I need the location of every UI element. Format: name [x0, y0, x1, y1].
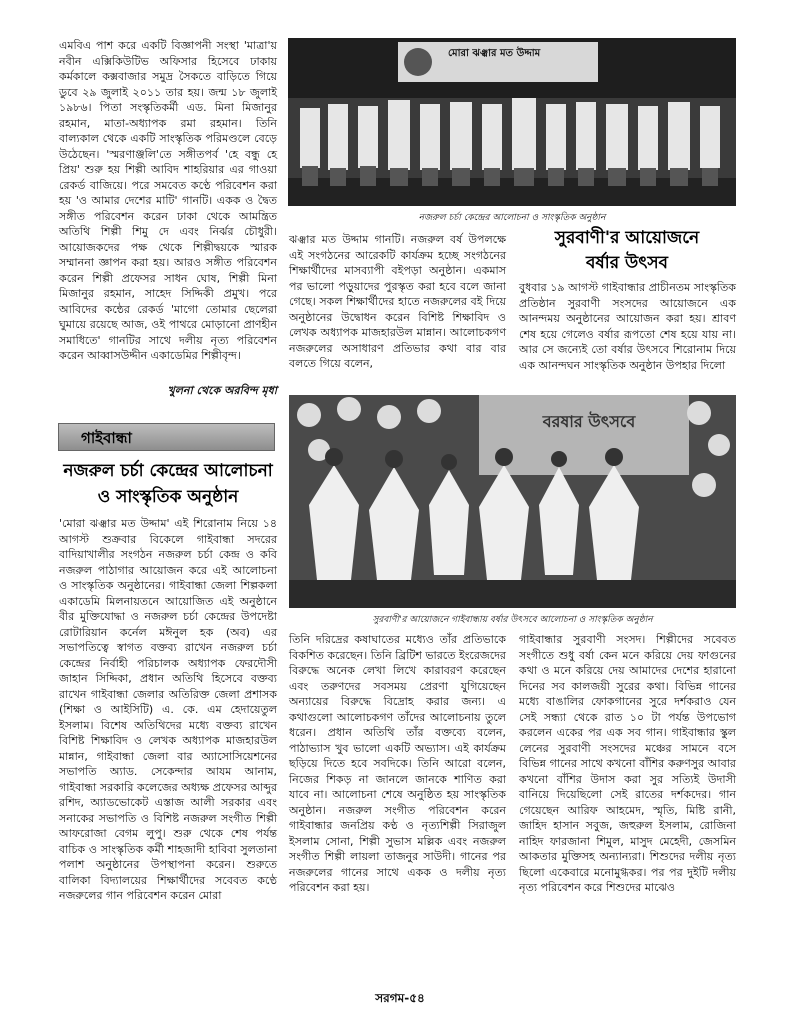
page-folio: সরগম-৫৪	[375, 991, 425, 1005]
nazrul-headline	[58, 458, 278, 510]
nazrul-event-photo-image	[288, 38, 736, 206]
nazrul-photo-banner: মোরা ঝঞ্ঝার মত উদ্দাম	[448, 48, 541, 59]
surbani-photo-banner: বরষার উৎসবে	[542, 412, 636, 431]
section-label-bar	[58, 423, 275, 451]
nazrul-headline-line1: নজরুল চর্চা কেন্দ্রের আলোচনা	[63, 461, 273, 481]
nazrul-body-col3: তিনি দরিদ্রের কষাঘাতের মধ্যেও তাঁর প্রতিভাকে বিকশিত করেছেন। তিনি ব্রিটিশ ভারতে ইংরেজদের বিরুদ্ধে অনেক লেখা লিখে কারাবরণ করেছেন এবং তরুণদের সবসময় প্রেরণা যুগিয়েছেন অন্যায়ের বিরুদ্ধে বিদ্রোহ করার জন্য। এ কথাগুলো আলোচকগণ তাঁদের আলোচনায় তুলে ধরেন। প্রধান অতিথি তাঁর বক্তব্যে বলেন, পাঠাভ্যাস খুব ভালো একটি অভ্যাস। এই কার্যক্রম ছড়িয়ে দিতে হবে সবদিকে। তিনি আরো বলেন, নিজের শিকড় না জানলে জানকে শাণিত করা যাবে না। আলোচনা শেষে অনুষ্ঠিত হয় সাংস্কৃতিক অনুষ্ঠান। নজরুল সংগীত পরিবেশন করেন গাইবান্ধার জনপ্রিয় কণ্ঠ ও নৃত্যশিল্পী সিরাজুল ইসলাম সোনা, শিল্পী সুভাস মল্লিক এবং নজরুল সংগীত শিল্পী লায়লা তাজনুর সাউদী। গানের পর নজরুলের গানের সাথে একক ও দলীয় নৃত্য পরিবেশন করা হয়।	[289, 633, 506, 894]
byline: খুলনা থেকে অরবিন্দ মৃধা	[167, 384, 277, 397]
nazrul-body-col1: 'মোরা ঝঞ্ঝার মত উদ্দাম' এই শিরোনাম নিয়ে ১৪ আগস্ট শুক্রবার বিকেলে গাইবান্ধা সদরের বাদিয়াখালীর সংগঠন নজরুল চর্চা কেন্দ্র ও কবি নজরুল পাঠাগার আয়োজন করে এই আলোচনা ও সাংস্কৃতিক অনুষ্ঠানের। গাইবান্ধা জেলা শিল্পকলা একাডেমি মিলনায়তনে আয়োজিত এই অনুষ্ঠানে বীর মুক্তিযোদ্ধা ও নজরুল চর্চা কেন্দ্রের উপদেষ্টা রোটারিয়ান কর্নেল মঈনুল হক (অব) এর সভাপতিত্বে স্বাগত বক্তব্য রাখেন নজরুল চর্চা কেন্দ্রের নির্বাহী পরিচালক অধ্যাপক ফেরদৌসী জাহান সিদ্দিকা, প্রধান অতিথি হিসেবে বক্তব্য রাখেন গাইবান্ধা জেলার অতিরিক্ত জেলা প্রশাসক (শিক্ষা ও আইসিটি) এ. কে. এম হেদায়েতুল ইসলাম। বিশেষ অতিথিদের মধ্যে বক্তব্য রাখেন বিশিষ্ট শিক্ষাবিদ ও লেখক অধ্যাপক মাজহারউল মান্নান, গাইবান্ধা জেলা বার অ্যাসোসিয়েশনের সভাপতি অ্যাড. সেকেন্দার আযম আনাম, গাইবান্ধা সরকারি কলেজের অধ্যক্ষ প্রফেসর আব্দুর রশিদ, অ্যাডভোকেট এস্তাজ আলী সরকার এবং সনাকের সভাপতি ও বিশিষ্ট নজরুল সংগীত শিল্পী আফরোজা বেগম লুপু। শুরু থেকে শেষ পর্যন্ত বাচিক ও সাংস্কৃতিক কর্মী শাহজাদী হাবিবা সুলতানা পলাশ অনুষ্ঠানের উপস্থাপনা করেন। শুরুতে বালিকা বিদ্যালয়ের শিক্ষার্থীদের সবেবত কণ্ঠে নজরুলের গান পরিবেশন করেন মোরা	[59, 517, 277, 902]
surbani-photo-caption: সুরবাণী'র আয়োজনে গাইবান্ধায় বর্ষার উৎসবে আলোচনা ও সাংস্কৃতিক অনুষ্ঠান	[372, 615, 653, 625]
surbani-continuation: গাইবান্ধার সুরবাণী সংসদ। শিল্পীদের সবেবত সংগীতে শুধু বর্ষা কেন মনে করিয়ে দেয় ফাগুনের কথা ও মনে করিয়ে দেয় আমাদের দেশের হারানো দিনের সব কালজয়ী সুরের কথা। বিভিন্ন গানের মধ্যে বাঙালির ফোকগানের সুরে দর্শকরাও যেন সেই সন্ধ্যা থেকে রাত ১০ টা পর্যন্ত উপভোগ করলেন একের পর এক সব গান। গাইবান্ধার স্কুল লেনের সুরবাণী সংসদের মঞ্চের সামনে বসে বিভিন্ন গানের সাথে কখনো বাঁশির করুণসুর আবার কখনো বাঁশির উদাস করা সুর সত্যিই উদাসী বানিয়ে দিয়েছিলো সেই রাতের দর্শকদের। গান গেয়েছেন আরিফ আহমেদ, স্মৃতি, মিষ্টি রানী, জাহিদ হাসান সবুজ, জহুরুল ইসলাম, রোজিনা নাহিদ ফারজানা শিমুল, মাসুদ মেহেদী, জেসমিন আকতার মুক্তিসহ অন্যান্যরা। শিশুদের দলীয় নৃত্য ছিলো একেবারে মনোমুগ্ধকর। পর পর দুইটি দলীয় নৃত্য পরিবেশন করে শিশুদের মাঝেও	[519, 633, 736, 894]
nazrul-headline-line2: ও সাংস্কৃতিক অনুষ্ঠান	[97, 487, 239, 507]
surbani-event-photo	[289, 395, 736, 608]
surbani-headline-line2: বর্ষার উৎসব	[585, 253, 669, 273]
surbani-headline	[518, 226, 736, 276]
section-label: গাইবান্ধা	[81, 429, 132, 447]
nazrul-body-col2: ঝঞ্ঝার মত উদ্দাম গানটি। নজরুল বর্ষ উপলক্ষে এই সংগঠনের আরেকটি কার্যক্রম হচ্ছে সংগঠনের শিক্ষার্থীদের মাসব্যাপী বইপড়া অনুষ্ঠান। একমাস পর ভালো পড়ুয়াদের পুরস্কৃত করা হবে বলে জানা গেছে। সকল শিক্ষার্থীদের হাতে নজরুলের বই দিয়ে অনুষ্ঠানের উদ্বোধন করেন বিশিষ্ট শিক্ষাবিদ ও লেখক অধ্যাপক মাজহারউল মান্নান। আলোচকগণ নজরুলের অসাধারণ প্রতিভার কথা বার বার বলতে গিয়ে বলেন,	[289, 233, 506, 370]
nazrul-photo-caption: নজরুল চর্চা কেন্দ্রের আলোচনা ও সাংস্কৃতিক অনুষ্ঠান	[418, 213, 606, 223]
nazrul-event-photo	[288, 38, 736, 206]
surbani-intro: বুধবার ১৯ আগস্ট গাইবান্ধার প্রাচীনতম সাংস্কৃতিক প্রতিষ্ঠান সুরবাণী সংসদের আয়োজনে এক আনন্দময় অনুষ্ঠানের আয়োজন করা হয়। শ্রাবণ শেষ হয়ে গেলেও বর্ষার রূপতো শেষ হয়ে যায় না। আর সে জন্যেই তো বর্ষার উৎসবে শিরোনাম দিয়ে এক আনন্দঘন সাংস্কৃতিক অনুষ্ঠান উপহার দিলো	[519, 281, 736, 372]
surbani-headline-line1: সুরবাণী'র আয়োজনে	[554, 228, 700, 248]
article-top-left-body: এমবিএ পাশ করে একটি বিজ্ঞাপনী সংস্থা 'মাত্রা'য় নবীন এক্সিকিউটিভ অফিসার হিসেবে ঢাকায় কর্মকালে কক্সবাজার সমুদ্র সৈকতে বাড়িতে গিয়ে ডুবে ২৯ জুলাই ২০১১ তার হয়। জন্ম ১৮ জুলাই ১৯৮৬। পিতা সংস্কৃতিকর্মী এড. মিনা মিজানুর রহমান, মাতা-অধ্যাপক রমা রহমান। তিনি বাল্যকাল থেকে একটি সাংস্কৃতিক পরিমণ্ডলে বেড়ে উঠেছেন। 'স্মরণাঞ্জলি'তে সঙ্গীতপর্ব 'হে বন্ধু হে প্রিয়' শুরু হয় শিল্পী আবিদ শাহরিয়ার এর গাওয়া রেকর্ড বাজিয়ে। পরে সমবেত কণ্ঠে পরিবেশন করা হয় 'ও আমার দেশের মাটি' গানটি। একক ও দ্বৈত সঙ্গীত পরিবেশন করেন ঢাকা থেকে আমন্ত্রিত অতিথি শিল্পী শিমু দে এবং নির্ঝর চৌধুরী। আয়োজকদের পক্ষ থেকে শিল্পীদ্বয়কে স্মারক সম্মাননা জ্ঞাপন করা হয়। আরও সঙ্গীত পরিবেশন করেন শিল্পী প্রফেসর সাধন ঘোষ, শিল্পী মিনা মিজানুর রহমান, সাহেদ সিদ্দিকী প্রমুখ। পরে আবিদের কন্ঠের রেকর্ড 'মাগো তোমার ছেলেরা ঘুমায়ে রয়েছে আজ, ওই পাথরে মোড়ানো প্রাণহীন সমাধিতে' গানটির সাথে দলীয় নৃত্য পরিবেশন করেন আব্বাসউদ্দীন একাডেমির শিল্পীবৃন্দ।	[59, 39, 277, 362]
